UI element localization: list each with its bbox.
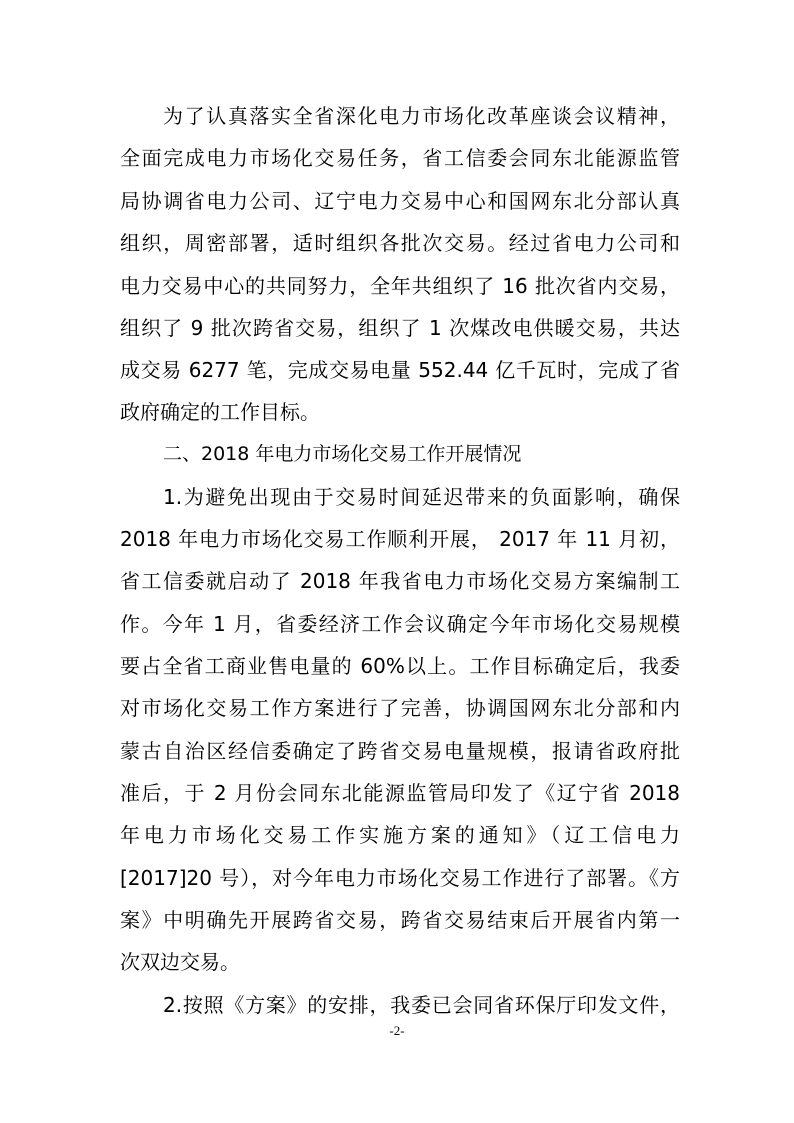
paragraph-line: 次双边交易。 [120, 950, 240, 974]
paragraph-line: 要占全省工商业售电量的 60%以上。工作目标确定后，我委 [120, 654, 680, 678]
paragraph-line: 成交易 6277 笔，完成交易电量 552.44 亿千瓦时，完成了省 [120, 358, 680, 382]
paragraph-line: 组织，周密部署，适时组织各批次交易。经过省电力公司和 [120, 231, 680, 255]
paragraph-line: 全面完成电力市场化交易任务，省工信委会同东北能源监管 [120, 146, 680, 170]
page-number: -2- [389, 1023, 405, 1038]
paragraph-line: 准后，于 2 月份会同东北能源监管局印发了《辽宁省 2018 [120, 781, 680, 805]
paragraph-line: 为了认真落实全省深化电力市场化改革座谈会议精神， [163, 104, 680, 128]
paragraph-line: 省工信委就启动了 2018 年我省电力市场化交易方案编制工 [120, 569, 680, 593]
paragraph-line: 2.按照《方案》的安排，我委已会同省环保厅印发文件， [163, 993, 680, 1017]
paragraph-line: 蒙古自治区经信委确定了跨省交易电量规模，报请省政府批 [120, 739, 680, 763]
paragraph-line: 作。今年 1 月，省委经济工作会议确定今年市场化交易规模 [120, 612, 680, 636]
paragraph-line: 年电力市场化交易工作实施方案的通知》（辽工信电力 [120, 823, 680, 847]
paragraph-line: 2018 年电力市场化交易工作顺利开展， 2017 年 11 月初， [120, 527, 680, 551]
section-heading: 二、2018 年电力市场化交易工作开展情况 [163, 443, 522, 465]
paragraph-line: 电力交易中心的共同努力，全年共组织了 16 批次省内交易， [120, 274, 680, 298]
paragraph-line: 1.为避免出现由于交易时间延迟带来的负面影响，确保 [163, 485, 680, 509]
paragraph-line: 政府确定的工作目标。 [120, 400, 320, 424]
paragraph-line: 局协调省电力公司、辽宁电力交易中心和国网东北分部认真 [120, 189, 680, 213]
paragraph-line: 对市场化交易工作方案进行了完善，协调国网东北分部和内 [120, 696, 680, 720]
paragraph-line: 案》中明确先开展跨省交易，跨省交易结束后开展省内第一 [120, 908, 680, 932]
paragraph-line: 组织了 9 批次跨省交易，组织了 1 次煤改电供暖交易，共达 [120, 316, 680, 340]
paragraph-line: [2017]20 号），对今年电力市场化交易工作进行了部署。《方 [120, 866, 680, 890]
